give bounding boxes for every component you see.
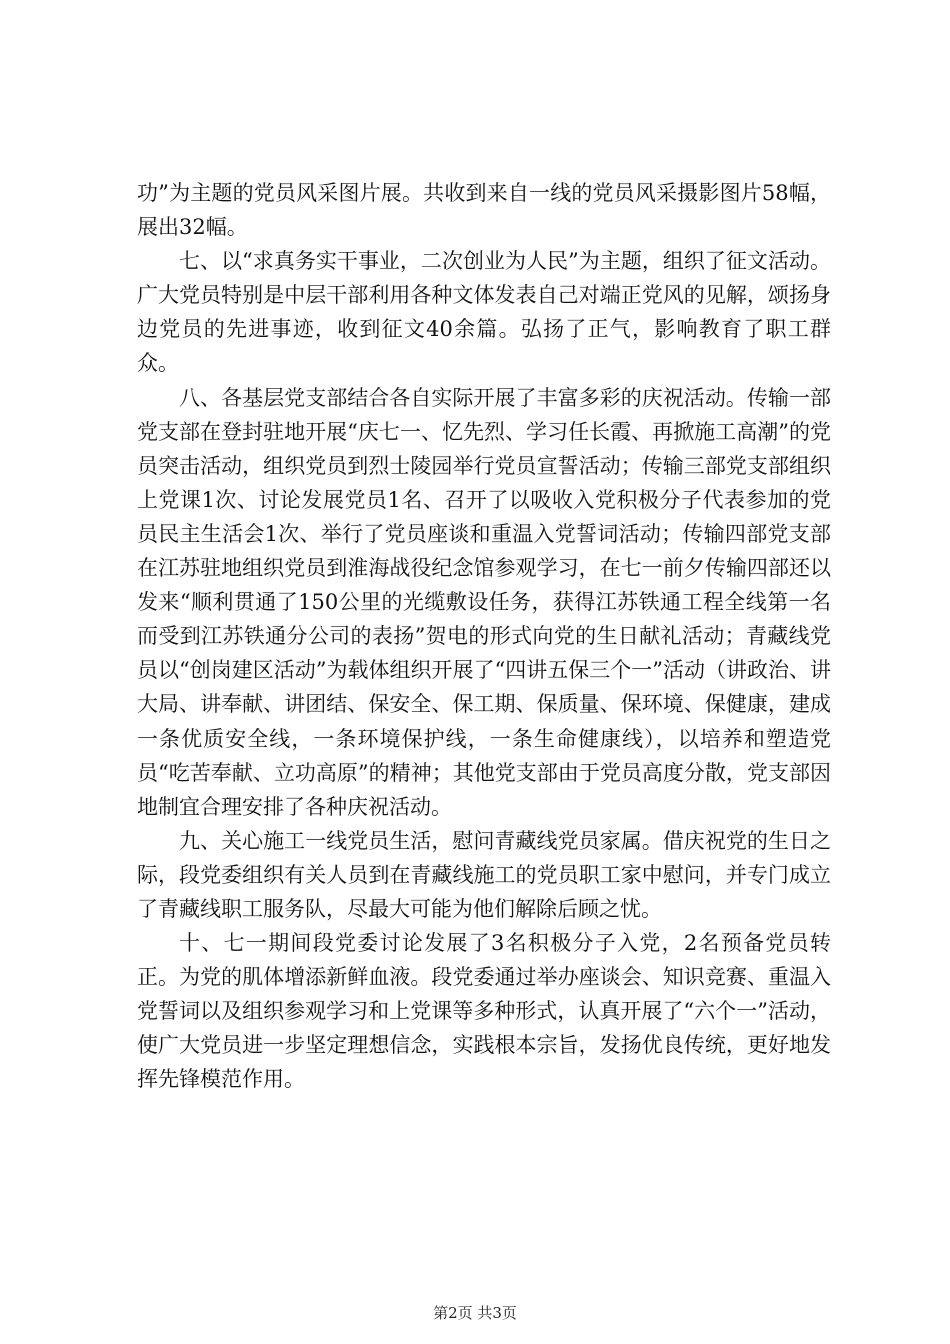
paragraph-item-9: 九、关心施工一线党员生活，慰问青藏线党员家属。借庆祝党的生日之际，段党委组织有关人员到在青藏线施工的党员职工家中慰问，并专门成立了青藏线职工服务队，尽最大可能为他们解除后顾之忧。 bbox=[137, 828, 831, 921]
page-footer: 第2页 共3页 bbox=[433, 1304, 517, 1322]
paragraph-item-10: 十、七一期间段党委讨论发展了3名积极分子入党，2名预备党员转正。为党的肌体增添新鲜血液。段党委通过举办座谈会、知识竞赛、重温入党誓词以及组织参观学习和上党课等多种形式，认真开展了“六个一”活动，使广大党员进一步坚定理想信念，实践根本宗旨，发扬优良传统，更好地发挥先锋模范作用。 bbox=[137, 931, 831, 1092]
paragraph-continuation: 功”为主题的党员风采图片展。共收到来自一线的党员风采摄影图片58幅，展出32幅。 bbox=[137, 181, 831, 240]
paragraph-item-7: 七、以“求真务实干事业，二次创业为人民”为主题，组织了征文活动。广大党员特别是中层干部利用各种文体发表自己对端正党风的见解，颂扬身边党员的先进事迹，收到征文40余篇。弘扬了正气，影响教育了职工群众。 bbox=[137, 249, 831, 376]
paragraph-item-8: 八、各基层党支部结合各自实际开展了丰富多彩的庆祝活动。传输一部党支部在登封驻地开展“庆七一、忆先烈、学习任长霞、再掀施工高潮”的党员突击活动，组织党员到烈士陵园举行党员宣誓活动；传输三部党支部组织上党课1次、讨论发展党员1名、召开了以吸收入党积极分子代表参加的党员民主生活会1次、举行了党员座谈和重温入党誓词活动；传输四部党支部在江苏驻地组织党员到淮海战役纪念馆参观学习，在七一前夕传输四部还以发来“顺利贯通了150公里的光缆敷设任务，获得江苏铁通工程全线第一名而受到江苏铁通分公司的表扬”贺电的形式向党的生日献礼活动；青藏线党员以“创岗建区活动”为载体组织开展了“四讲五保三个一”活动（讲政治、讲大局、讲奉献、讲团结、保安全、保工期、保质量、保环境、保健康，建成一条优质安全线，一条环境保护线，一条生命健康线），以培养和塑造党员“吃苦奉献、立功高原”的精神；其他党支部由于党员高度分散，党支部因地制宜合理安排了各种庆祝活动。 bbox=[137, 385, 832, 819]
document-body bbox=[137, 176, 831, 1097]
